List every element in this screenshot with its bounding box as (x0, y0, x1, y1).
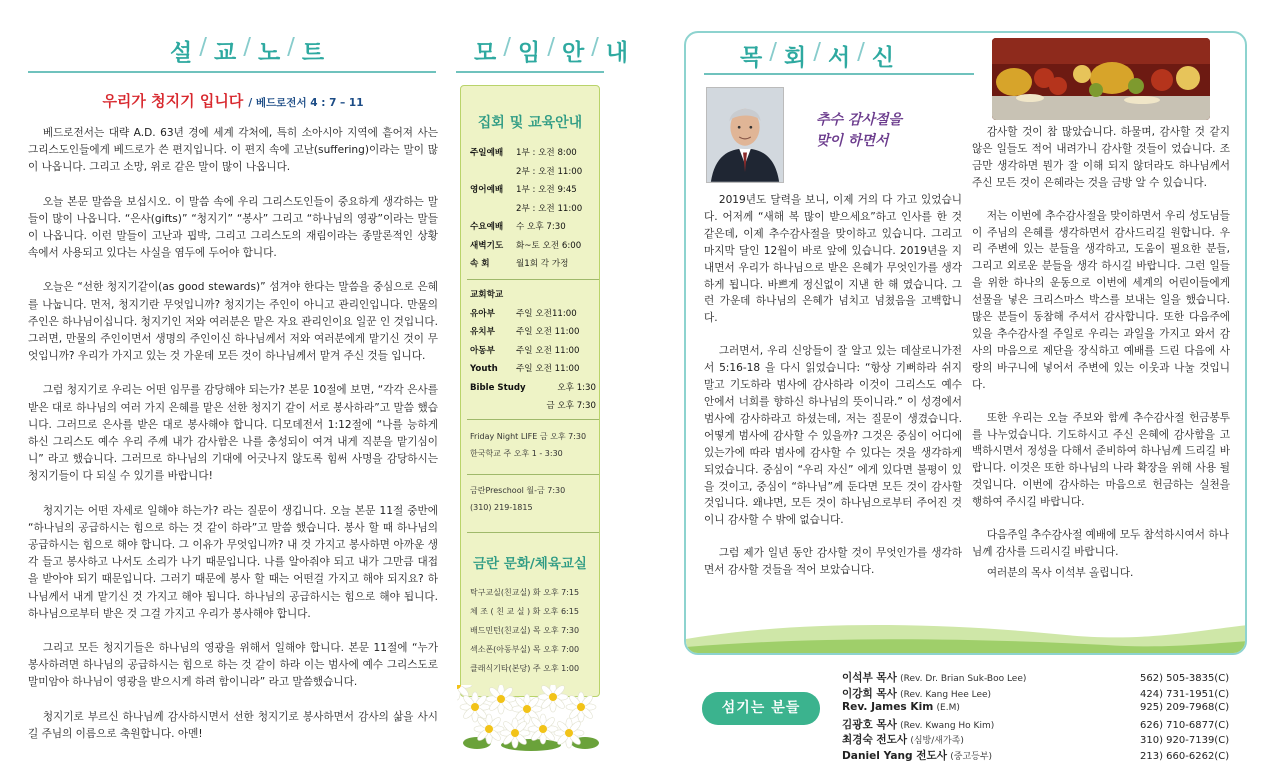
divider (467, 279, 599, 280)
preschool-phone: (310) 219-1815 (470, 503, 533, 512)
letter-subtitle (816, 110, 956, 152)
sermon-heading (28, 90, 438, 111)
staff-phone: 925) 209-7968(C) (1140, 702, 1230, 714)
divider (467, 474, 599, 475)
letter-column-1 (704, 192, 962, 595)
grass-hills-decoration (686, 599, 1247, 653)
pastor-photo (706, 87, 784, 183)
staff-badge: 섬기는 분들 (702, 692, 820, 725)
sermon-paragraph: 베드로전서는 대략 A.D. 63년 경에 세계 각처에, 특히 소아시아 지역에 흩어져 사는 그리스도인들에게 베드로가 쓴 편지입니다. 이 편지 속에 고난(suffering)이라는 말이 많이 나옵니다. 그리고 소망, 위로 같은 말이 많이 나옵니다. (28, 127, 438, 174)
sermon-paragraph: 오늘 본문 말씀을 보십시오. 이 말씀 속에 우리 그리스도인들이 중요하게 생각하는 말들이 많이 나옵니다. “은사(gifts)” “청지기” “봉사” 그리고 “하나님의 영광”이라는 말들이 나옵니다. 이런 말들이 고난과 핍박, 그리고 그리스도의 재림이라는 종말론적인 상황 속에서 사용되고 있다는 사실을 염두에 두어야 합니다. (28, 195, 438, 260)
staff-name: 이석부 목사 (842, 672, 897, 684)
letter-column-2 (972, 124, 1230, 598)
staff-title: (심방/새가족) (910, 736, 964, 747)
sermon-column (28, 82, 438, 760)
school-list (470, 288, 596, 418)
sermon-title: 우리가 청지기 입니다 (102, 92, 244, 110)
staff-row (842, 732, 1242, 748)
staff-title: (중고등부) (950, 751, 993, 762)
staff-name: 김광호 목사 (842, 718, 897, 731)
sermon-paragraph: 그럼 청지기로 우리는 어떤 임무를 감당해야 되는가? 본문 10절에 보면, “각각 은사를 받은 대로 하나님의 여러 가지 은혜를 맡은 선한 청지기 같이 서로 봉사하라”고 말씀 했습니다. 그러므로 은사를 받은 대로 봉사해야 합니다. 디모데전서 1:12절에 “나를 능하게 하신 그리스도 예수 우리 주께 내가 감사함은 나를 충성되이 여겨 내게 직분을 맡기심이니” 라고 했습니다. 그러므로 하나님의 기대에 어긋나지 않도록 힘써 사명을 감당하시는 청지기들이 다 되실 수 있기를 바랍니다! (28, 384, 438, 483)
title-char: 트 (301, 40, 326, 66)
staff-row (842, 686, 1242, 702)
notes (470, 428, 598, 462)
service-row: 수요예배 수 오후 7:30 (470, 222, 566, 232)
divider (704, 73, 974, 75)
title-char: 목 (740, 45, 764, 71)
staff-phone: 562) 505-3835(C) (1140, 673, 1230, 684)
culture-item: 체 조 ( 친 교 실 ) 화 오후 6:15 (470, 607, 579, 616)
school-heading: 교회학교 (470, 290, 504, 300)
subtitle-line: 맞이 하면서 (816, 133, 889, 149)
preschool-info (470, 482, 598, 516)
divider (467, 419, 599, 420)
sermon-paragraph: 청지기는 어떤 자세로 일해야 하는가? 라는 질문이 생깁니다. 오늘 본문 11절 중반에 “하나님의 공급하시는 힘으로 하는 것 같이 하라”고 말씀 했습니다. 봉사 할 때 하나님의 공급하시는 힘으로 해야 합니다. 그 이유가 무엇입니까? 내 것 가지고 봉사하면 아까운 생각 들고 봉사하고 나서도 소리가 나기 때문입니다. 나를 알아줘야 되고 내가 그만큼 대접을 받아야 되기 때문입니다. 그러기 때문에 봉사 할 때는 어떤걸 가지고 해야 되지요? 하나님께서 내게 맡기신 것 가지고 해야 됩니다. 하나님의 공급하시는 힘으로 해야 됩니다. 하나님으로부터 받은 것 그걸 가지고 우리가 봉사해야 합니다. (28, 504, 438, 620)
title-char: 회 (783, 45, 808, 71)
service-row: 주일예배 1부 : 오전 8:00 (470, 148, 577, 158)
meetings-title: 모 / 임 / 안 / 내 (474, 34, 630, 66)
culture-item: 탁구교실(친교실) 화 오후 7:15 (470, 588, 580, 597)
service-row: 영어예배 1부 : 오전 9:45 (470, 185, 577, 195)
staff-row (842, 701, 1242, 717)
divider (467, 532, 599, 533)
title-char: 신 (871, 45, 896, 71)
pastor-letter-panel (684, 31, 1247, 655)
staff-name: 최경숙 전도사 (842, 734, 908, 747)
culture-item: 배드민턴(친교실) 목 오후 7:30 (470, 626, 580, 635)
staff-row (842, 748, 1242, 764)
note-line: 한국학교 주 오후 1 - 3:30 (470, 449, 563, 458)
letter-paragraph: 감사할 것이 참 많았습니다. 하물며, 감사할 것 같지 않은 일들도 적어 내려가니 감사할 것들이 었습니다. 조금만 생각하면 뭔가 잘 이해 되지 않더라도 하나님께서 주신 모든 것이 은혜라는 것을 금방 알 수 있습니다. (972, 126, 1230, 189)
culture-title: 금란 문화/체육교실 (473, 556, 587, 572)
staff-list (842, 670, 1242, 764)
culture-list (470, 583, 598, 678)
staff-title: (E.M) (936, 703, 960, 714)
letter-closing: 여러분의 목사 이석부 올립니다. (986, 566, 1134, 579)
sermon-notes-title: 설 / 교 / 노 / 트 (170, 34, 326, 66)
culture-item: 섹소폰(아동부실) 목 오후 7:00 (470, 645, 580, 654)
note-line: Friday Night LIFE 금 오후 7:30 (470, 432, 587, 441)
preschool-line: 금란Preschool 월-금 7:30 (470, 486, 566, 495)
staff-name: Daniel Yang 전도사 (842, 749, 947, 762)
sermon-paragraph: 그리고 모든 청지기들은 하나님의 영광을 위해서 일해야 합니다. 본문 11절에 “누가 봉사하려면 하나님의 공급하시는 힘으로 하는 것 같이 하라 이는 범사에 예수 그리스도로 말미암아 하나님이 영광을 받으시게 하려 함이니라” 라고 말씀했습니다. (28, 642, 438, 689)
staff-title: (Rev. Dr. Brian Suk-Boo Lee) (900, 674, 1027, 684)
service-row: 새벽기도 화~토 오전 6:00 (470, 240, 582, 251)
letter-paragraph: 2019년도 달력을 보니, 이제 거의 다 가고 있었습니다. 어저께 “새해 복 많이 받으세요”하고 인사를 한 것 같은데, 이제 추수감사절을 맞이하고 있습니다. 그리고 마지막 달인 12월이 바로 앞에 있습니다. 2019년을 지내면서 우리가 하나님으로 받은 은혜가 무엇인가를 생각하게 됩니다. 바쁘게 정신없이 지낸 한 해 였습니다. 그런 가운데 하나님의 은혜가 넘치고 넘쳤음을 고백합니다. (704, 194, 962, 325)
subtitle-line: 추수 감사절을 (816, 112, 903, 128)
divider (456, 71, 604, 73)
service-row: 속 회 월1회 각 가정 (470, 259, 569, 269)
culture-item: 클래식기타(본당) 주 오후 1:00 (470, 664, 580, 673)
school-row: 아동부 주일 오전 11:00 (470, 345, 580, 356)
letter-paragraph: 저는 이번에 추수감사절을 맞이하면서 우리 성도님들이 주님의 은혜를 생각하면서 감사드리길 원합니다. 우리 주변에 있는 분들을 생각하고, 도움이 필요한 분들, 그리고 외로운 분들을 생각 하시길 바랍니다. 그런 일들을 위한 하나의 운동으로 이번에 세계의 어린이들에게 선물을 넣은 크리스마스 박스를 보내는 일을 했습니다. 많은 분들이 동참해 주셔서 감사합니다. 또한 다음주에 있을 추수감사절 주일로 우리는 과일을 가지고 와서 감사의 마음으로 제단을 장식하고 예배를 드린 다음에 사랑의 바구니에 넣어서 주변에 있는 이웃과 나눌 것입니다. (972, 209, 1230, 391)
sermon-paragraph: 오늘은 “선한 청지기같이(as good stewards)” 섬겨야 한다는 말씀을 중심으로 은혜를 나눕니다. 먼저, 청지기란 무엇입니까? 청지기는 주인이 아니고 관리인입니다. 만물의 주인은 하나님이십니다. 청지기인 저와 여러분은 맡은 자요 관리인이요 일꾼 인 것입니다. 그러면, 만물의 주인이면서 생명의 주인이신 하나님께서 저와 여러분에게 맡기신 것이 무엇입니까? 우리가 가지고 있는 것 가운데 모든 것이 하나님께서 맡겨 주신 것들 입니다. (28, 281, 438, 363)
staff-phone: 213) 660-6262(C) (1140, 750, 1230, 762)
school-row: Youth 주일 오전 11:00 (470, 364, 580, 374)
schedule-title: 집회 및 교육안내 (477, 115, 583, 131)
pastor-letter-title: 목 / 회 / 서 / 신 (740, 39, 896, 71)
harvest-photo (992, 38, 1210, 120)
title-char: 모 (474, 40, 498, 66)
letter-paragraph: 그러면서, 우리 신앙들이 잘 알고 있는 데살로니가전서 5:16-18 을 다시 읽었습니다: “항상 기뻐하라 쉬지 말고 기도하라 범사에 감사하라 이것이 그리스도 예수 안에서 너희를 향하신 하나님의 뜻이니라.” 이 성경에서 범사에 감사하라고 하셨는데, 저는 질문이 생겼습니다. 어떻게 범사에 감사할 수 있을까? 그것은 중심이 어디에 있는가에 따라 범사에 감사할 수 있다는 것을 생각하게 되었습니다. 중심이 “우리 자신” 에게 있다면 불평이 있을 것이고, 중심이 “하나님”께 둔다면 모든 것이 감사할 것입니다. 왜냐면, 모든 것이 하나님으로부터 주어진 것이니 감사할 수 밖에 없습니다. (704, 345, 962, 527)
letter-paragraph: 다음주일 추수감사절 예배에 모두 참석하시여서 하나님께 감사를 드리시길 바랍니다. (972, 529, 1229, 558)
service-row: 2부 : 오전 11:00 (516, 166, 583, 177)
staff-phone: 310) 920-7139(C) (1140, 735, 1230, 747)
title-char: 설 (170, 40, 194, 66)
meetings-column (457, 85, 605, 757)
daisy-flowers-illustration (457, 685, 605, 751)
title-char: 내 (605, 40, 630, 66)
sermon-paragraph: 청지기로 부르신 하나님께 감사하시면서 선한 청지기로 봉사하면서 감사의 삶을 사시길 주님의 이름으로 축원합니다. 아멘! (28, 710, 438, 740)
staff-title: (Rev. Kang Hee Lee) (900, 689, 992, 700)
sermon-reference: / 베드로전서 4 : 7 – 11 (248, 97, 364, 109)
staff-name: Rev. James Kim (842, 701, 934, 714)
title-char: 안 (561, 40, 586, 66)
letter-paragraph: 그럼 제가 일년 동안 감사할 것이 무엇인가를 생각하면서 감사할 것들을 적어 보았습니다. (704, 547, 962, 577)
title-char: 교 (213, 40, 238, 66)
staff-row (842, 717, 1242, 733)
staff-name: 이강희 목사 (842, 687, 897, 700)
school-row: Bible Study 오후 1:30 (470, 382, 596, 393)
staff-row (842, 670, 1242, 686)
title-char: 서 (827, 45, 852, 71)
school-row: 유치부 주일 오전 11:00 (470, 327, 580, 337)
service-row: 2부 : 오전 11:00 (516, 203, 583, 214)
schedule-box (460, 85, 600, 697)
school-row: 유아부 주일 오전11:00 (470, 308, 577, 319)
staff-phone: 626) 710-6877(C) (1140, 719, 1230, 731)
letter-paragraph: 또한 우리는 오늘 주보와 함께 추수감사절 헌금봉투를 나누었습니다. 기도하시고 주신 은혜에 감사함을 고백하시면서 정성을 다해서 준비하여 하나님께 드리길 바랍니다. 이것은 또한 하나님의 나라 확장을 위해 사용 될 것입니다. 이번에 감사하는 마음으로 헌금하는 실천을 행하여 주시길 바랍니다. (972, 411, 1230, 509)
divider (28, 71, 436, 73)
title-char: 노 (257, 40, 282, 66)
staff-phone: 424) 731-1951(C) (1140, 688, 1230, 700)
school-row: 금 오후 7:30 (546, 401, 596, 411)
staff-title: (Rev. Kwang Ho Kim) (900, 720, 995, 731)
service-list (470, 146, 596, 276)
title-char: 임 (517, 40, 542, 66)
